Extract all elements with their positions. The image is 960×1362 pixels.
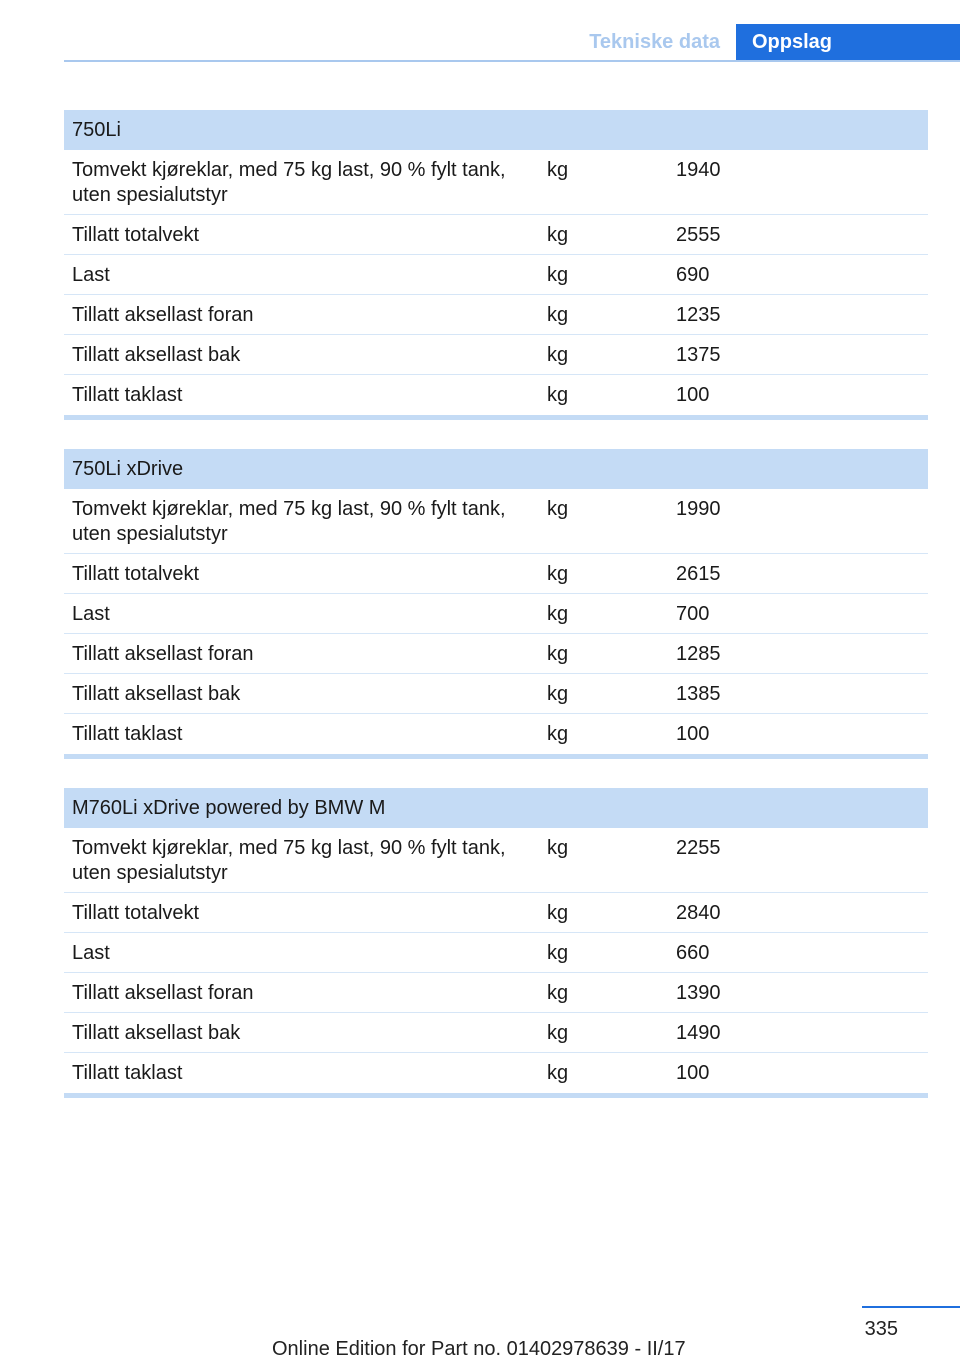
table-bottom-rule — [64, 754, 928, 759]
row-label: Tillatt taklast — [72, 384, 183, 406]
row-value: 660 — [676, 942, 710, 964]
tab-tekniske-data[interactable]: Tekniske data — [589, 31, 720, 53]
header-divider — [64, 60, 960, 62]
row-unit: kg — [547, 344, 569, 366]
table-bottom-rule — [64, 415, 928, 420]
row-unit: kg — [547, 384, 569, 406]
row-label: Last — [72, 942, 110, 964]
row-unit: kg — [547, 1062, 569, 1084]
table-row — [64, 215, 928, 255]
table-row — [64, 893, 928, 933]
row-label: Tomvekt kjøreklar, med 75 kg last, 90 % fylt tank, uten spesialutstyr — [72, 498, 506, 545]
row-unit: kg — [547, 837, 569, 859]
spec-table-m760li-xdrive — [64, 788, 928, 1098]
table-title: 750Li — [64, 110, 928, 150]
row-unit: kg — [547, 603, 569, 625]
row-value: 2840 — [676, 902, 721, 924]
table-row — [64, 375, 928, 415]
row-value: 1990 — [676, 498, 721, 520]
row-value: 1375 — [676, 344, 721, 366]
row-value: 1490 — [676, 1022, 721, 1044]
table-title: 750Li xDrive — [64, 449, 928, 489]
row-label: Tillatt aksellast foran — [72, 982, 254, 1004]
row-label: Tillatt totalvekt — [72, 902, 200, 924]
table-row — [64, 554, 928, 594]
table-row — [64, 973, 928, 1013]
row-value: 1940 — [676, 159, 721, 181]
row-label: Tillatt aksellast bak — [72, 683, 241, 705]
row-unit: kg — [547, 304, 569, 326]
row-label: Last — [72, 603, 110, 625]
table-row — [64, 255, 928, 295]
row-unit: kg — [547, 683, 569, 705]
row-label: Tillatt aksellast foran — [72, 304, 254, 326]
row-unit: kg — [547, 264, 569, 286]
row-label: Tomvekt kjøreklar, med 75 kg last, 90 % fylt tank, uten spesialutstyr — [72, 159, 506, 206]
row-label: Tillatt aksellast foran — [72, 643, 254, 665]
row-value: 700 — [676, 603, 710, 625]
row-unit: kg — [547, 982, 569, 1004]
row-value: 100 — [676, 1062, 710, 1084]
header-tabs — [568, 24, 960, 61]
spec-table-750li — [64, 110, 928, 420]
row-unit: kg — [547, 723, 569, 745]
table-row — [64, 634, 928, 674]
row-unit: kg — [547, 942, 569, 964]
row-unit: kg — [547, 159, 569, 181]
table-row — [64, 150, 928, 215]
row-label: Tillatt aksellast bak — [72, 1022, 241, 1044]
row-value: 690 — [676, 264, 710, 286]
row-value: 1285 — [676, 643, 721, 665]
table-row — [64, 1013, 928, 1053]
row-unit: kg — [547, 643, 569, 665]
row-label: Tillatt totalvekt — [72, 563, 200, 585]
edition-footer: Online Edition for Part no. 01402978639 - II/17 — [272, 1338, 686, 1360]
row-value: 2555 — [676, 224, 721, 246]
table-row — [64, 933, 928, 973]
row-unit: kg — [547, 498, 569, 520]
row-value: 2255 — [676, 837, 721, 859]
table-row — [64, 489, 928, 554]
row-label: Tillatt taklast — [72, 723, 183, 745]
row-unit: kg — [547, 563, 569, 585]
row-unit: kg — [547, 1022, 569, 1044]
table-row — [64, 828, 928, 893]
row-value: 2615 — [676, 563, 721, 585]
table-row — [64, 714, 928, 754]
table-row — [64, 335, 928, 375]
table-row — [64, 674, 928, 714]
page-number: 335 — [864, 1318, 898, 1340]
row-label: Last — [72, 264, 110, 286]
page-number-rule — [862, 1306, 960, 1308]
row-label: Tomvekt kjøreklar, med 75 kg last, 90 % fylt tank, uten spesialutstyr — [72, 837, 506, 884]
spec-table-750li-xdrive — [64, 449, 928, 759]
row-unit: kg — [547, 224, 569, 246]
row-value: 1385 — [676, 683, 721, 705]
table-bottom-rule — [64, 1093, 928, 1098]
row-label: Tillatt aksellast bak — [72, 344, 241, 366]
row-value: 100 — [676, 723, 710, 745]
table-row — [64, 295, 928, 335]
row-value: 100 — [676, 384, 710, 406]
table-row — [64, 594, 928, 634]
row-value: 1390 — [676, 982, 721, 1004]
row-value: 1235 — [676, 304, 721, 326]
tab-oppslag[interactable]: Oppslag — [736, 24, 960, 61]
row-label: Tillatt totalvekt — [72, 224, 200, 246]
table-row — [64, 1053, 928, 1093]
row-unit: kg — [547, 902, 569, 924]
row-label: Tillatt taklast — [72, 1062, 183, 1084]
table-title: M760Li xDrive powered by BMW M — [64, 788, 928, 828]
